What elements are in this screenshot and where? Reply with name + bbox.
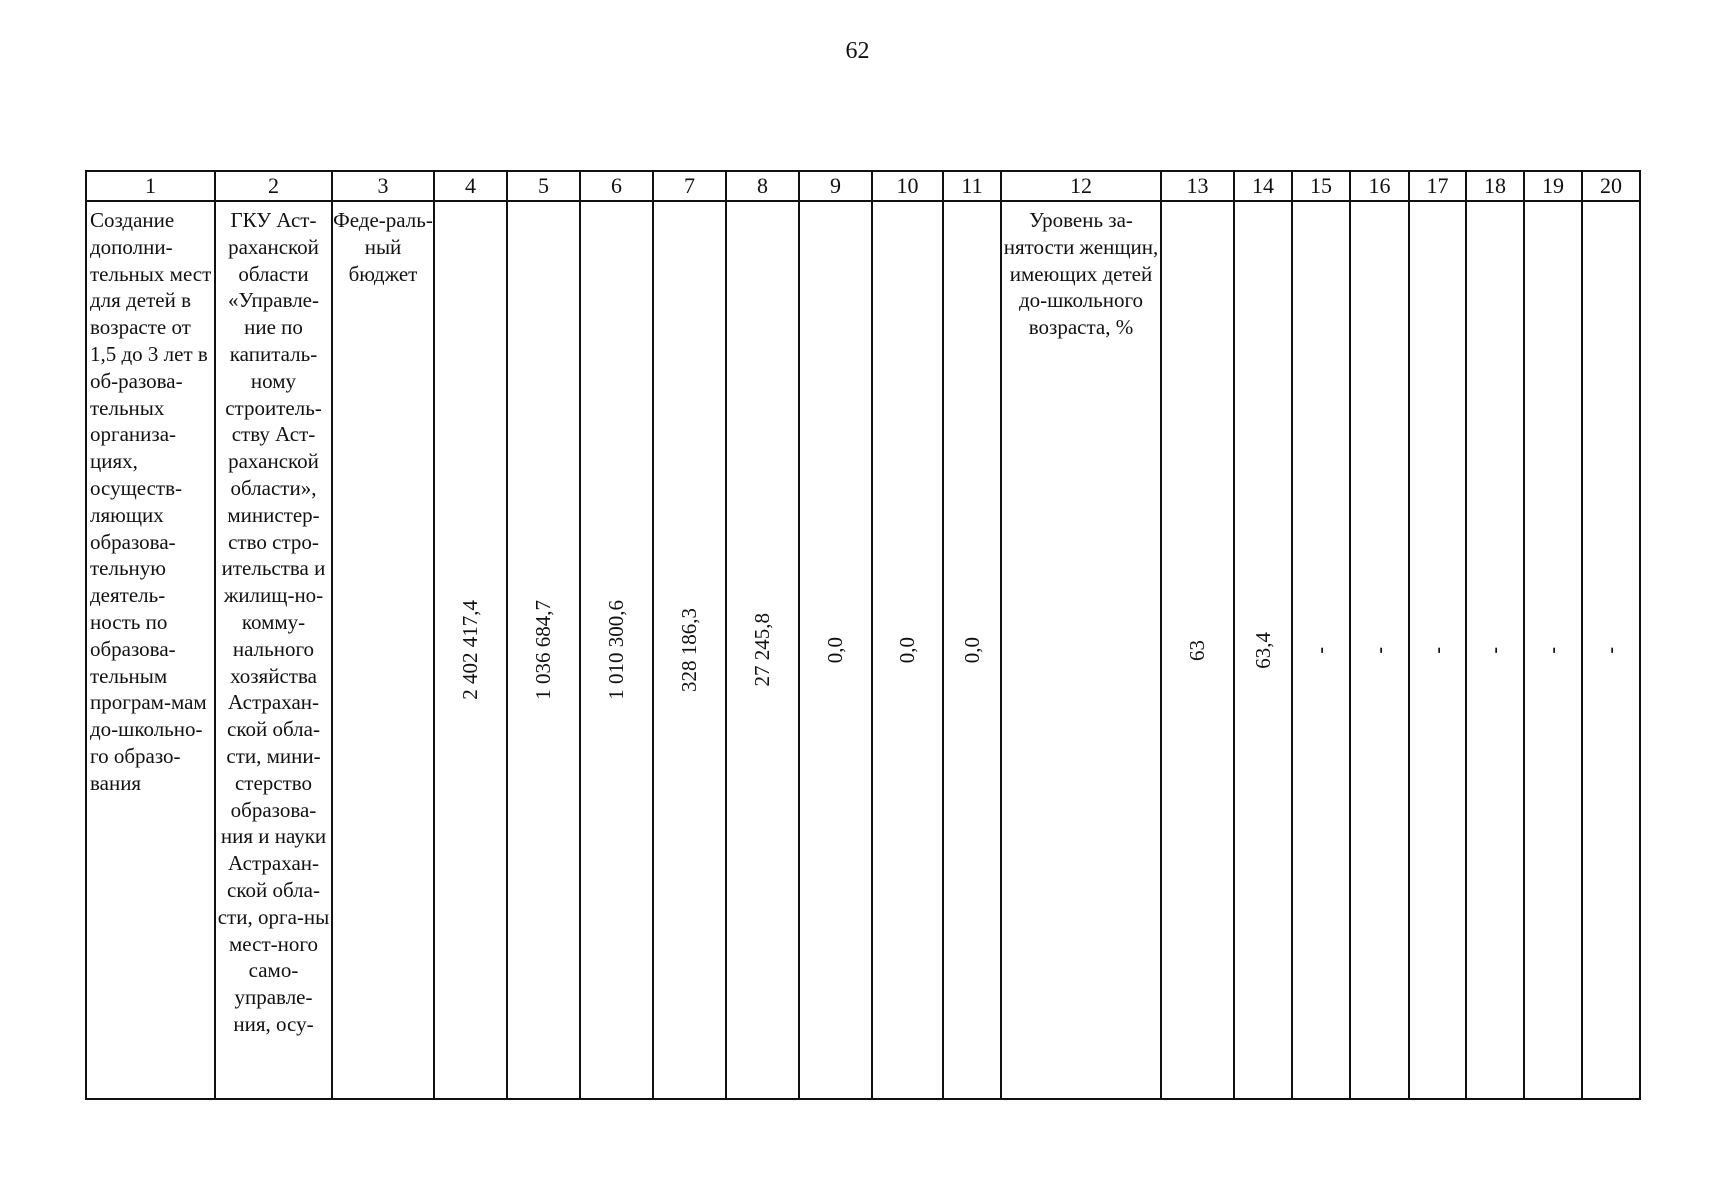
column-number: 1 <box>86 171 215 201</box>
value-cell <box>1350 201 1409 1099</box>
value-cell <box>1234 201 1292 1099</box>
column-number: 13 <box>1161 171 1234 201</box>
column-number: 2 <box>215 171 332 201</box>
column-number: 9 <box>799 171 872 201</box>
measure-name: Создание дополни-тельных мест для детей в возрасте от 1,5 до 3 лет в об-разова-тельных организа-циях, осуществ-ляющих образова-тельную деятель-ность по образова-тельным програм-мам до-школьно-го образо-вания <box>90 208 212 795</box>
page-number: 62 <box>845 38 870 64</box>
column-number: 6 <box>580 171 653 201</box>
dash-16: - <box>1368 646 1391 654</box>
value-col-8: 27 245,8 <box>750 613 775 687</box>
value-cell <box>1582 201 1640 1099</box>
value-col-5: 1 036 684,7 <box>531 600 556 700</box>
value-total: 2 402 417,4 <box>458 600 483 700</box>
value-cell <box>1409 201 1466 1099</box>
column-number: 8 <box>726 171 799 201</box>
indicator-name: Уровень за-нятости женщин, имеющих детей до-школьного возраста, % <box>1003 208 1159 340</box>
indicator-value-14: 63,4 <box>1250 631 1275 669</box>
column-number: 16 <box>1350 171 1409 201</box>
dash-17: - <box>1426 646 1449 654</box>
value-col-11: 0,0 <box>959 636 984 664</box>
column-number: 19 <box>1524 171 1582 201</box>
column-number: 10 <box>872 171 943 201</box>
executor-text: ГКУ Аст-раханской области «Управле-ние по капиталь-ному строитель-ству Аст-раханской области», министер-ство стро-ительства и жилищ-но-комму-нального хозяйства Астрахан-ской обла-сти, мини-стерство образова-ния и науки Астрахан-ской обла-сти, орга-ны мест-ного само-управле-ния, осу- <box>217 208 330 1036</box>
dash-15: - <box>1310 646 1332 654</box>
executor-cell <box>215 201 332 1099</box>
value-col-9: 0,0 <box>823 636 848 664</box>
table-row <box>86 201 1640 1099</box>
funding-source: Феде-раль-ный бюджет <box>333 208 433 286</box>
dash-20: - <box>1600 646 1622 654</box>
dash-18: - <box>1484 646 1506 654</box>
value-cell <box>434 201 507 1099</box>
column-number: 15 <box>1292 171 1350 201</box>
column-number-row <box>86 171 1640 201</box>
value-cell <box>1161 201 1234 1099</box>
column-number: 12 <box>1001 171 1161 201</box>
column-number: 4 <box>434 171 507 201</box>
column-number: 14 <box>1234 171 1292 201</box>
column-number: 3 <box>332 171 434 201</box>
value-col-6: 1 010 300,6 <box>604 600 629 700</box>
indicator-cell <box>1001 201 1161 1099</box>
column-number: 18 <box>1466 171 1524 201</box>
column-number: 5 <box>507 171 580 201</box>
value-col-10: 0,0 <box>895 636 920 664</box>
column-number: 7 <box>653 171 726 201</box>
column-number: 17 <box>1409 171 1466 201</box>
funding-source-cell <box>332 201 434 1099</box>
value-cell <box>1524 201 1582 1099</box>
column-number: 20 <box>1582 171 1640 201</box>
value-cell <box>872 201 943 1099</box>
value-cell <box>507 201 580 1099</box>
value-cell <box>653 201 726 1099</box>
value-cell <box>943 201 1001 1099</box>
program-table <box>85 170 1641 1100</box>
value-cell <box>726 201 799 1099</box>
indicator-value-13: 63 <box>1185 639 1210 661</box>
measure-name-cell <box>86 201 215 1099</box>
value-cell <box>799 201 872 1099</box>
value-col-7: 328 186,3 <box>677 608 702 692</box>
value-cell <box>1292 201 1350 1099</box>
column-number: 11 <box>943 171 1001 201</box>
value-cell <box>1466 201 1524 1099</box>
dash-19: - <box>1542 646 1564 654</box>
value-cell <box>580 201 653 1099</box>
